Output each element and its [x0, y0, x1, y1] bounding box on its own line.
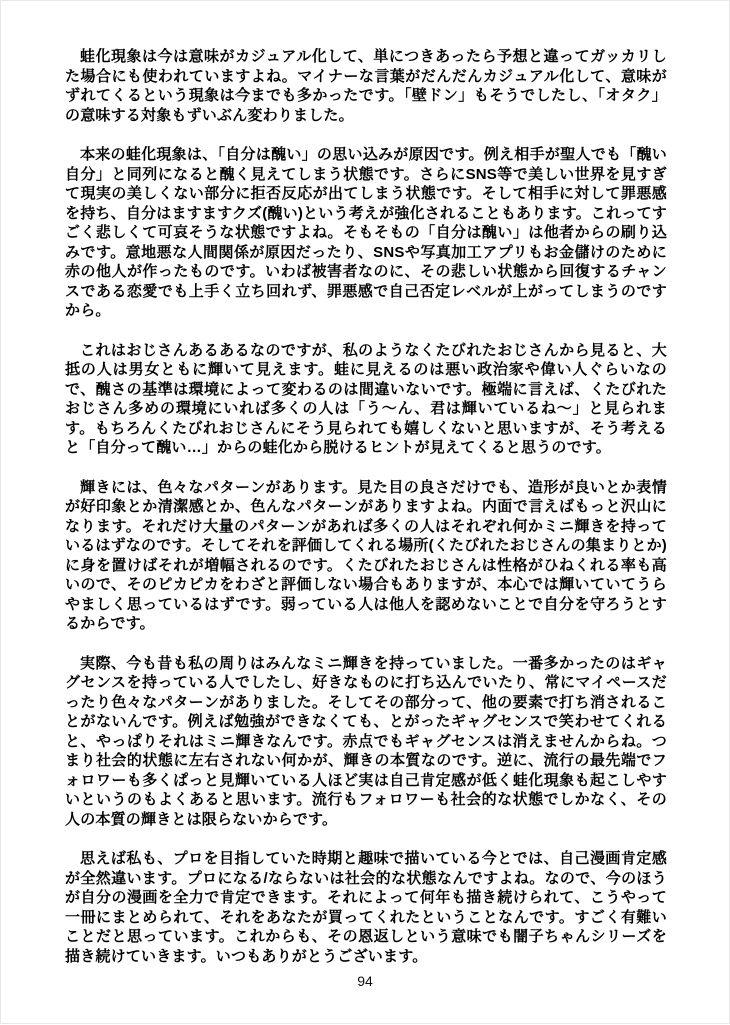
paragraph-author-closing: 思えば私も、プロを目指していた時期と趣味で描いている今とでは、自己漫画肯定感が全然違います。プロになる/ならないは社会的な状態なんですよね。なので、今のほうが自分の漫画を全力で肯定できます。それによって何年も描き続けられて、こうやって一冊にまとめられて、それをあなたが買ってくれたということなんです。すごく有難いことだと思っています。これからも、その恩返しという意味でも闇子ちゃんシリーズを描き続けていきます。いつもありがとうございます。 [65, 850, 667, 965]
paragraph-ojisan-perspective: これはおじさんあるあるなのですが、私のようなくたびれたおじさんから見ると、大抵の人は男女ともに輝いて見えます。蛙に見えるのは悪い政治家や偉い人ぐらいなので、醜さの基準は環境によって変わるのは間違いないです。極端に言えば、くたびれたおじさん多めの環境にいれば多くの人は「う〜ん、君は輝いているね〜」と見られます。もちろんくたびれおじさんにそう見られても嬉しくないと思いますが、そう考えると「自分って醜い…」からの蛙化から脱けるヒントが見えてくると思うのです。 [65, 341, 667, 456]
page-number: 94 [357, 973, 373, 989]
paragraph-mini-shine-examples: 実際、今も昔も私の周りはみんなミニ輝きを持っていました。一番多かったのはギャグセンスを持っている人でしたし、好きなものに打ち込んでいたり、常にマイペースだったり色々なパターンがありました。そしてその部分って、他の要素で打ち消されることがないんです。例えば勉強ができなくても、とがったギャグセンスで笑わせてくれると、やっぱりそれはミニ輝きなんです。赤点でもギャグセンスは消えませんからね。つまり社会的状態に左右されない何かが、輝きの本質なのです。逆に、流行の最先端でフォロワーも多くぱっと見輝いている人ほど実は自己肯定感が低く蛙化現象も起こしやすいというのもよくあると思います。流行もフォロワーも社会的な状態でしかなく、その人の本質の輝きとは限らないからです。 [65, 654, 667, 828]
paragraph-original-frog-phenomenon: 本来の蛙化現象は、「自分は醜い」の思い込みが原因です。例え相手が聖人でも「醜い自分」と同列になると醜く見えてしまう状態です。さらにSNS等で美しい世界を見すぎて現実の美しくない部分に拒否反応が出てしまう状態です。そして相手に対して罪悪感を持ち、自分はますますクズ(醜い)という考えが強化されることもあります。これってすごく悲しくて可哀そうな状態ですよね。そもそもの「自分は醜い」は他者からの刷り込みです。意地悪な人間関係が原因だったり、SNSや写真加工アプリもお金儲けのために赤の他人が作ったものです。いわば被害者なのに、その悲しい状態から回復するチャンスである恋愛でも上手く立ち回れず、罪悪感で自己否定レベルが上がってしまうのですから。 [65, 146, 667, 319]
paragraph-shine-patterns: 輝きには、色々なパターンがあります。見た目の良さだけでも、造形が良いとか表情が好印象とか清潔感とか、色んなパターンがありますよね。内面で言えばもっと沢山になります。それだけ大量のパターンがあれば多くの人はそれぞれ何かミニ輝きを持っているはずなのです。そしてそれを評価してくれる場所(くたびれたおじさんの集まりとか)に身を置けばそれが増幅されるのです。くたびれたおじさんは性格がひねくれる率も高いので、そのピカピカをわざと評価しない場合もありますが、本心では輝いていてうらやましく思っているはずです。弱っている人は他人を認めないことで自分を守ろうとするからです。 [65, 478, 667, 632]
paragraph-frog-phenomenon-casual: 蛙化現象は今は意味がカジュアル化して、単につきあったら予想と違ってガッカリした場合にも使われていますよね。マイナーな言葉がだんだんカジュアル化して、意味がずれてくるという現象は今までも多かったです。「壁ドン」もそうでしたし、「オタク」の意味する対象もずいぶん変わりました。 [65, 48, 667, 124]
document-page [1, 1, 730, 1025]
